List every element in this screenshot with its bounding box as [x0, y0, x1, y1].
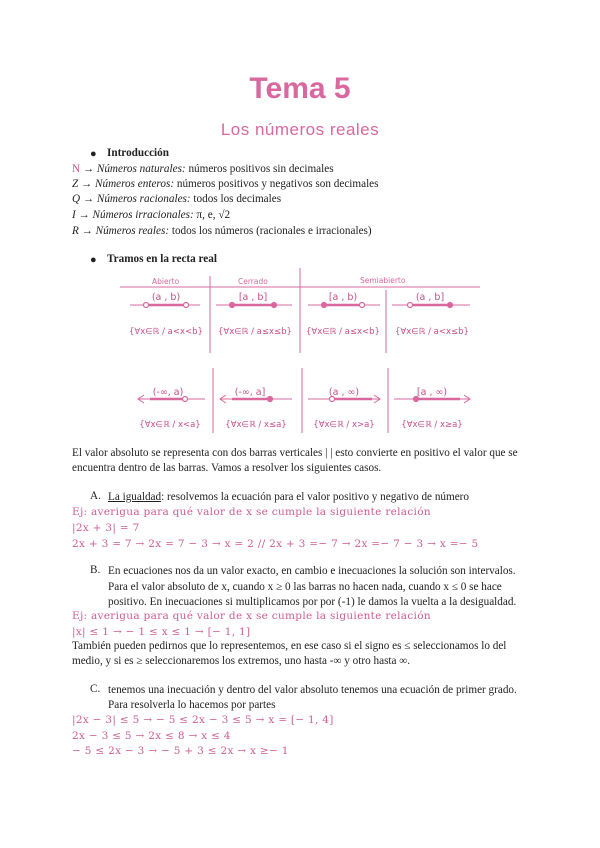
closed-point [272, 303, 277, 308]
set-notation: {∀x∈ℝ / x≤a} [225, 420, 287, 430]
intro-item: I → Números irracionales: π, e, √2 [72, 209, 231, 221]
paragraph-line: El valor absoluto se representa con dos barras verticales | | esto convierte en positivo el valor que se [72, 447, 518, 459]
interval-label: (-∞, a] [234, 387, 266, 398]
math-equation: |x| ≤ 1 → − 1 ≤ x ≤ 1 → [− 1, 1] [72, 626, 251, 638]
intro-heading: Introducción [107, 147, 169, 159]
math-equation: 2x − 3 ≤ 5 → 2x ≤ 8 → x ≤ 4 [72, 730, 231, 742]
math-equation: |2x + 3| = 7 [72, 522, 140, 534]
math-equation: − 5 ≤ 2x − 3 → − 5 + 3 ≤ 2x → x ≥− 1 [72, 745, 289, 757]
closed-point [230, 303, 235, 308]
case-text: La igualdad: resolvemos la ecuación para el valor positivo y negativo de número [108, 491, 469, 503]
closed-point [268, 397, 273, 402]
interval-label: [a , b) [328, 292, 358, 303]
open-point [408, 303, 413, 308]
header-halfopen: Semiabierto [360, 276, 406, 285]
interval-diagram [110, 268, 490, 438]
header-closed: Cerrado [238, 277, 268, 286]
set-notation: {∀x∈ℝ / x<a} [139, 420, 201, 430]
intro-item: R → Números reales: todos los números (racionales e irracionales) [72, 225, 372, 237]
paragraph-line: encuentra dentro de las barras. Vamos a resolver los siguientes casos. [72, 462, 382, 474]
interval-label: (a , b) [151, 292, 181, 303]
example-prompt: Ej: averigua para qué valor de x se cumple la siguiente relación [72, 506, 431, 518]
header-open: Abierto [152, 277, 180, 286]
intro-item: N → Números naturales: números positivos sin decimales [72, 163, 334, 175]
bullet-dot: ● [90, 148, 97, 160]
interval-label: (a , ∞) [328, 387, 360, 398]
math-equation: 2x + 3 = 7 → 2x = 7 − 3 → x = 2 // 2x + 3 =− 7 → 2x =− 7 − 3 → x =− 5 [72, 538, 479, 550]
case-text: En ecuaciones nos da un valor exacto, en cambio e inecuaciones la solución son intervalos. [108, 565, 516, 577]
open-point [184, 303, 189, 308]
page-subtitle: Los números reales [220, 120, 380, 139]
case-text: Para el valor absoluto de x, cuando x ≥ 0 las barras no hacen nada, cuando x ≤ 0 se hace [108, 581, 502, 593]
open-point [144, 303, 149, 308]
case-letter: A. [90, 490, 101, 502]
example-prompt: Ej: averigua para qué valor de x se cumple la siguiente relación [72, 610, 431, 622]
open-point [360, 303, 365, 308]
intro-item: Q → Números racionales: todos los decimales [72, 193, 282, 205]
case-letter: B. [90, 564, 101, 576]
paragraph-line: También pueden pedirnos que lo representemos, en ese caso si el signo es ≤ seleccionamos lo del [72, 640, 507, 652]
set-notation: {∀x∈ℝ / x≥a} [401, 420, 463, 430]
case-text: Para resolverla lo hacemos por partes [108, 699, 276, 711]
interval-label: [a , b] [238, 292, 268, 303]
interval-label: (a , b] [415, 292, 445, 303]
interval-label: (-∞, a) [152, 387, 184, 398]
set-notation: {∀x∈ℝ / a≤x<b} [306, 327, 380, 337]
paragraph-line: medio, y si es ≥ seleccionaremos los extremos, uno hasta -∞ y otro hasta ∞. [72, 655, 411, 667]
intro-item: Z → Números enteros: números positivos y negativos son decimales [72, 178, 379, 190]
case-text: positivo. En inecuaciones si multiplicamos por por (-1) le damos la vuelta a la desigualdad. [108, 596, 517, 608]
page-title: Tema 5 [249, 72, 351, 105]
closed-point [322, 303, 327, 308]
set-notation: {∀x∈ℝ / a<x<b} [129, 327, 203, 337]
math-equation: |2x − 3| ≤ 5 → − 5 ≤ 2x − 3 ≤ 5 → x = [− 1, 4] [72, 714, 334, 726]
bullet-dot: ● [90, 254, 97, 266]
set-notation: {∀x∈ℝ / a<x≤b} [395, 327, 469, 337]
interval-label: [a , ∞) [416, 387, 448, 398]
case-letter: C. [90, 683, 101, 695]
case-text: tenemos una inecuación y dentro del valor absoluto tenemos una ecuación de primer grado. [108, 684, 517, 696]
set-notation: {∀x∈ℝ / a≤x≤b} [218, 327, 292, 337]
set-notation: {∀x∈ℝ / x>a} [313, 420, 375, 430]
tramos-heading: Tramos en la recta real [107, 253, 217, 265]
closed-point [448, 303, 453, 308]
